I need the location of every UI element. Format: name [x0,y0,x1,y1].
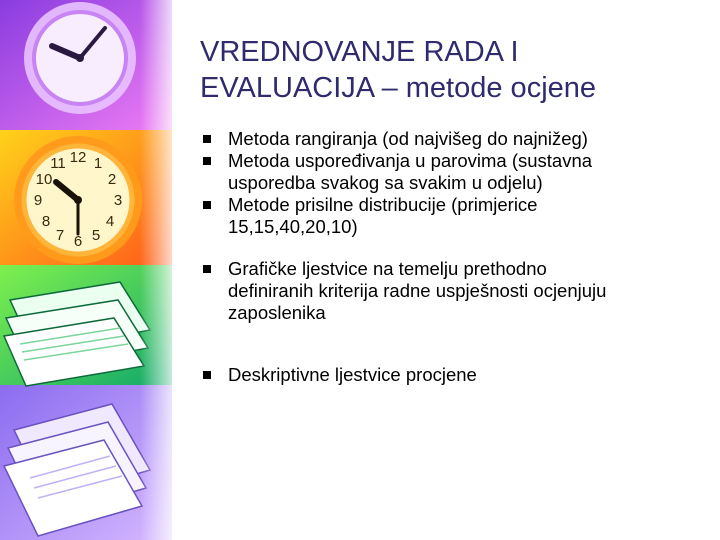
clock-numeral-6: 6 [73,233,83,250]
bullet-list [200,128,705,386]
clock-numeral-7: 7 [55,227,65,244]
clock-numeral-2: 2 [107,171,117,188]
bullet-text: Metoda uspoređivanja u parovima (sustavna [228,150,593,171]
bullet-text: Grafičke ljestvice na temelju prethodno [228,258,547,279]
clock-numeral-1: 1 [93,155,103,172]
clock-numeral-12: 12 [69,149,87,166]
bullet-text: Deskriptivne ljestvice procjene [228,364,477,385]
bullet-text: 15,15,40,20,10) [228,216,358,237]
clock-numeral-8: 8 [41,213,51,230]
square-bullet-icon [203,201,211,209]
slide-title-line: VREDNOVANJE RADA I [200,36,519,68]
square-bullet-icon [203,157,211,165]
clock-numeral-11: 11 [50,155,66,172]
clock-numeral-4: 4 [105,213,115,230]
clock-icon [24,2,136,114]
bullet-text: usporedba svakog sa svakim u odjelu) [228,172,543,193]
square-bullet-icon [203,265,211,273]
square-bullet-icon [203,371,211,379]
image-fade-overlay [140,0,200,540]
bullet-text: definiranih kriterija radne uspješnosti ocjenjuju [228,280,607,301]
bullet-item-graphic-scales [200,258,705,324]
clock-numeral-9: 9 [33,192,43,209]
clock-numeral-10: 10 [35,171,53,188]
bullet-text: Metode prisilne distribucije (primjerice [228,194,538,215]
bullet-item-forced-distribution [200,194,705,238]
square-bullet-icon [203,135,211,143]
clock-numeral-5: 5 [91,227,101,244]
slide-title [200,34,700,106]
clock-icon [14,136,142,264]
bullet-text: zaposlenika [228,302,326,323]
slide-title-line: EVALUACIJA – metode ocjene [200,72,597,104]
bullet-text: Metoda rangiranja (od najvišeg do najnižeg) [228,128,588,149]
bullet-item-paired-comparison [200,150,705,194]
bullet-item-descriptive-scales [200,364,705,386]
clock-numeral-3: 3 [113,192,123,209]
bullet-item-ranking [200,128,705,150]
